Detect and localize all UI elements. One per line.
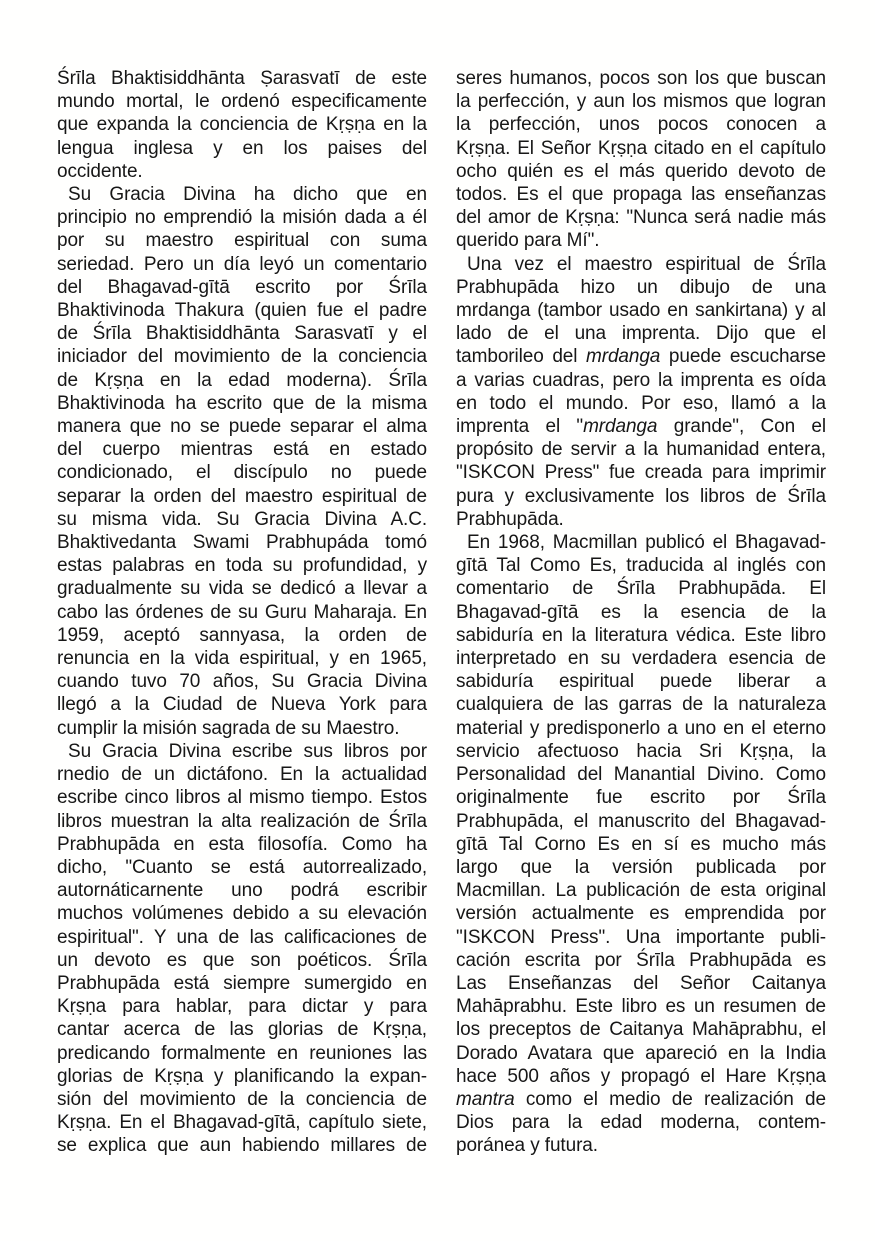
text-line: un devoto es que son poéticos. Śrīla bbox=[57, 949, 427, 971]
text-line: de Śrīla Bhaktisiddhānta Sarasvatī y el bbox=[57, 323, 427, 345]
text-line: dicho, "Cuanto se está autorrealizado, bbox=[57, 856, 427, 878]
text-line: cabo las órdenes de su Guru Maharaja. En bbox=[57, 601, 427, 623]
text-line: lengua inglesa y en los paises del bbox=[57, 137, 427, 159]
text-line: seres humanos, pocos son los que buscan bbox=[456, 68, 826, 89]
text-line: sabiduría en la literatura védica. Este libro bbox=[456, 624, 826, 646]
text-line: hace 500 años y propagó el Hare Kṛṣṇa bbox=[456, 1065, 826, 1087]
text-line: Dios para la edad moderna, contem- bbox=[456, 1112, 826, 1134]
text-line: Su Gracia Divina ha dicho que en bbox=[68, 184, 427, 206]
text-line: principio no emprendió la misión dada a él bbox=[57, 207, 427, 229]
text-line: querido para Mí". bbox=[456, 230, 600, 252]
text-line: Prabhupāda está siempre sumergido en bbox=[57, 972, 427, 994]
text-line: comentario de Śrīla Prabhupāda. El bbox=[456, 578, 826, 600]
text-line: occidente. bbox=[57, 160, 143, 182]
text-line: poránea y futura. bbox=[456, 1135, 598, 1157]
text-line: los preceptos de Caitanya Mahāprabhu, el bbox=[456, 1019, 826, 1041]
text-column-right bbox=[456, 67, 826, 1158]
text-line: sabiduría espiritual puede liberar a bbox=[456, 671, 826, 693]
text-line: Mahāprabhu. Este libro es un resumen de bbox=[456, 996, 826, 1018]
text-line: en todo el mundo. Por eso, llamó a la bbox=[456, 392, 826, 414]
text-line: cumplir la misión sagrada de su Maestro. bbox=[57, 717, 400, 739]
text-line: iniciador del movimiento de la conciencia bbox=[57, 346, 427, 368]
text-line: cuando tuvo 70 años, Su Gracia Divina bbox=[57, 671, 427, 693]
text-line: Bhaktivinoda ha escrito que de la misma bbox=[57, 392, 427, 414]
text-line: Su Gracia Divina escribe sus libros por bbox=[68, 740, 427, 762]
text-line: del Bhagavad-gītā escrito por Śrīla bbox=[57, 276, 427, 298]
text-line: gītā Tal Como Es, traducida al inglés con bbox=[456, 555, 826, 577]
text-line: su misma vida. Su Gracia Divina A.C. bbox=[57, 508, 427, 530]
text-line: Una vez el maestro espiritual de Śrīla bbox=[467, 253, 826, 275]
text-line: espiritual". Y una de las calificaciones de bbox=[57, 926, 427, 948]
text-line: "ISKCON Press". Una importante publi- bbox=[456, 926, 826, 948]
text-line: rnedio de un dictáfono. En la actualidad bbox=[57, 764, 427, 786]
text-line: Dorado Avatara que apareció en la India bbox=[456, 1042, 826, 1064]
text-line: predicando formalmente en reuniones las bbox=[57, 1042, 427, 1064]
text-line: ocho quién es el más querido devoto de bbox=[456, 160, 826, 182]
text-line: todos. Es el que propaga las enseñanzas bbox=[456, 184, 826, 206]
text-line: por su maestro espiritual con suma bbox=[57, 230, 427, 252]
text-line: Kṛṣṇa. El Señor Kṛṣṇa citado en el capítulo bbox=[456, 137, 826, 159]
text-line: Las Enseñanzas del Señor Caitanya bbox=[456, 972, 826, 994]
text-line: estas palabras en toda su profundidad, y bbox=[57, 555, 427, 577]
text-line: cación escrita por Śrīla Prabhupāda es bbox=[456, 949, 826, 971]
text-line: propósito de servir a la humanidad entera, bbox=[456, 439, 826, 461]
text-line: "ISKCON Press" fue creada para imprimir bbox=[456, 462, 826, 484]
text-line: libros muestran la alta realización de Śrīla bbox=[57, 810, 427, 832]
text-line: llegó a la Ciudad de Nueva York para bbox=[57, 694, 427, 716]
text-line: sión del movimiento de la conciencia de bbox=[57, 1088, 427, 1110]
text-line: versión actualmente es emprendida por bbox=[456, 903, 826, 925]
text-line: glorias de Kṛṣṇa y planificando la expan- bbox=[57, 1065, 427, 1087]
text-line: del cuerpo mientras está en estado bbox=[57, 439, 427, 461]
text-line: de Kṛṣṇa en la edad moderna). Śrīla bbox=[57, 369, 427, 391]
text-line: 1959, aceptó sannyasa, la orden de bbox=[57, 624, 427, 646]
text-line: Personalidad del Manantial Divino. Como bbox=[456, 764, 826, 786]
text-line: Śrīla Bhaktisiddhānta Ṣarasvatī de este bbox=[57, 68, 427, 89]
text-line: interpretado en su verdadera esencia de bbox=[456, 648, 826, 670]
text-line: lado de el una imprenta. Dijo que el bbox=[456, 323, 826, 345]
text-line: condicionado, el discípulo no puede bbox=[57, 462, 427, 484]
text-line: que expanda la conciencia de Kṛṣṇa en la bbox=[57, 114, 427, 136]
text-line: se explica que aun habiendo millares de bbox=[57, 1135, 427, 1157]
text-line: tamborileo del mrdanga puede escucharse bbox=[456, 346, 826, 368]
text-line: mantra como el medio de realización de bbox=[456, 1088, 826, 1110]
text-line: Kṛṣṇa para hablar, para dictar y para bbox=[57, 996, 427, 1018]
text-line: pura y exclusivamente los libros de Śrīla bbox=[456, 485, 826, 507]
text-line: manera que no se puede separar el alma bbox=[57, 416, 427, 438]
text-line: renuncia en la vida espiritual, y en 1965, bbox=[57, 648, 427, 670]
text-line: del amor de Kṛṣṇa: "Nunca será nadie más bbox=[456, 207, 826, 229]
text-line: Prabhupāda hizo un dibujo de una bbox=[456, 276, 826, 298]
text-line: la perfección, unos pocos conocen a bbox=[456, 114, 826, 136]
text-line: a varias cuadras, pero la imprenta es oída bbox=[456, 369, 826, 391]
text-line: largo que la versión publicada por bbox=[456, 856, 826, 878]
text-line: cualquiera de las garras de la naturaleza bbox=[456, 694, 826, 716]
text-line: servicio afectuoso hacia Sri Kṛṣṇa, la bbox=[456, 740, 826, 762]
text-line: Bhaktivinoda Thakura (quien fue el padre bbox=[57, 300, 427, 322]
text-line: Prabhupāda, el manuscrito del Bhagavad- bbox=[456, 810, 826, 832]
text-line: gradualmente su vida se dedicó a llevar a bbox=[57, 578, 427, 600]
text-line: muchos volúmenes debido a su elevación bbox=[57, 903, 427, 925]
text-column-left bbox=[57, 67, 427, 1158]
text-line: imprenta el "mrdanga grande", Con el bbox=[456, 416, 826, 438]
text-line: la perfección, y aun los mismos que logran bbox=[456, 91, 826, 113]
text-line: Bhagavad-gītā es la esencia de la bbox=[456, 601, 826, 623]
text-line: originalmente fue escrito por Śrīla bbox=[456, 787, 826, 809]
text-line: Prabhupāda en esta filosofía. Como ha bbox=[57, 833, 427, 855]
text-line: cantar acerca de las glorias de Kṛṣṇa, bbox=[57, 1019, 427, 1041]
text-line: autornáticarnente uno podrá escribir bbox=[57, 880, 427, 902]
text-line: Kṛṣṇa. En el Bhagavad-gītā, capítulo siete, bbox=[57, 1112, 427, 1134]
text-line: Prabhupāda. bbox=[456, 508, 564, 530]
text-line: Bhaktivedanta Swami Prabhupáda tomó bbox=[57, 532, 427, 554]
text-line: material y predisponerlo a uno en el eterno bbox=[456, 717, 826, 739]
text-line: En 1968, Macmillan publicó el Bhagavad- bbox=[467, 532, 826, 554]
text-line: seriedad. Pero un día leyó un comentario bbox=[57, 253, 427, 275]
text-line: gītā Tal Corno Es en sí es mucho más bbox=[456, 833, 826, 855]
text-line: mrdanga (tambor usado en sankirtana) y al bbox=[456, 300, 826, 322]
text-line: Macmillan. La publicación de esta original bbox=[456, 880, 826, 902]
text-line: escribe cinco libros al mismo tiempo. Estos bbox=[57, 787, 427, 809]
text-line: separar la orden del maestro espiritual de bbox=[57, 485, 427, 507]
text-line: mundo mortal, le ordenó especificamente bbox=[57, 91, 427, 113]
